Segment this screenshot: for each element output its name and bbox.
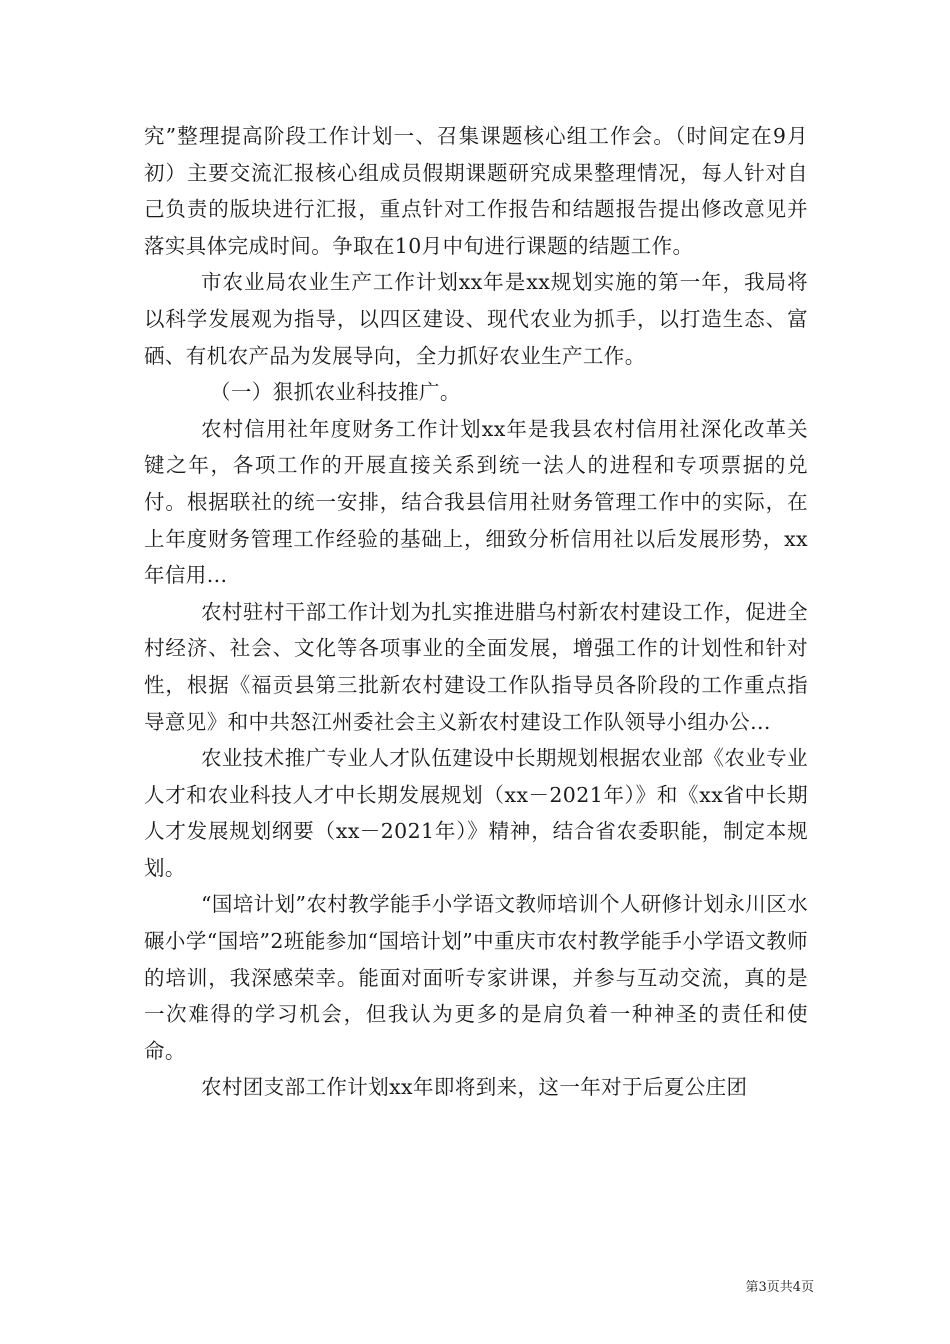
paragraph-5: 农村驻村干部工作计划为扎实推进腊乌村新农村建设工作，促进全村经济、社会、文化等各项事业的全面发展，增强工作的计划性和针对性，根据《福贡县第三批新农村建设工作队指导员各阶段的工作重点指导意见》和中共怒江州委社会主义新农村建设工作队领导小组办公... <box>144 599 808 734</box>
paragraph-4: 农村信用社年度财务工作计划xx年是我县农村信用社深化改革关键之年，各项工作的开展直接关系到统一法人的进程和专项票据的兑付。根据联社的统一安排，结合我县信用社财务管理工作中的实际，在上年度财务管理工作经验的基础上，细致分析信用社以后发展形势，xx年信用... <box>144 416 808 588</box>
page-number: 第3页共4页 <box>745 1280 814 1295</box>
paragraph-1: 究”整理提高阶段工作计划一、召集课题核心组工作会。（时间定在9月初）主要交流汇报核心组成员假期课题研究成果整理情况，每人针对自己负责的版块进行汇报，重点针对工作报告和结题报告提出修改意见并落实具体完成时间。争取在10月中旬进行课题的结题工作。 <box>144 124 808 258</box>
paragraph-2: 市农业局农业生产工作计划xx年是xx规划实施的第一年，我局将以科学发展观为指导，以四区建设、现代农业为抓手，以打造生态、富硒、有机农产品为发展导向，全力抓好农业生产工作。 <box>144 270 808 368</box>
document-body <box>144 118 808 1106</box>
paragraph-8: 农村团支部工作计划xx年即将到来，这一年对于后夏公庄团 <box>201 1075 748 1100</box>
paragraph-7: “国培计划”农村教学能手小学语文教师培训个人研修计划永川区水碾小学“国培”2班能参加“国培计划”中重庆市农村教学能手小学语文教师的培训，我深感荣幸。能面对面听专家讲课，并参与互动交流，真的是一次难得的学习机会，但我认为更多的是肩负着一种神圣的责任和使命。 <box>144 892 808 1063</box>
paragraph-3: （一）狠抓农业科技推广。 <box>210 380 461 405</box>
paragraph-6: 农业技术推广专业人才队伍建设中长期规划根据农业部《农业专业人才和农业科技人才中长期发展规划（xx－2021年）》和《xx省中长期人才发展规划纲要（xx－2021年）》精神，结合省农委职能，制定本规划。 <box>144 746 808 880</box>
